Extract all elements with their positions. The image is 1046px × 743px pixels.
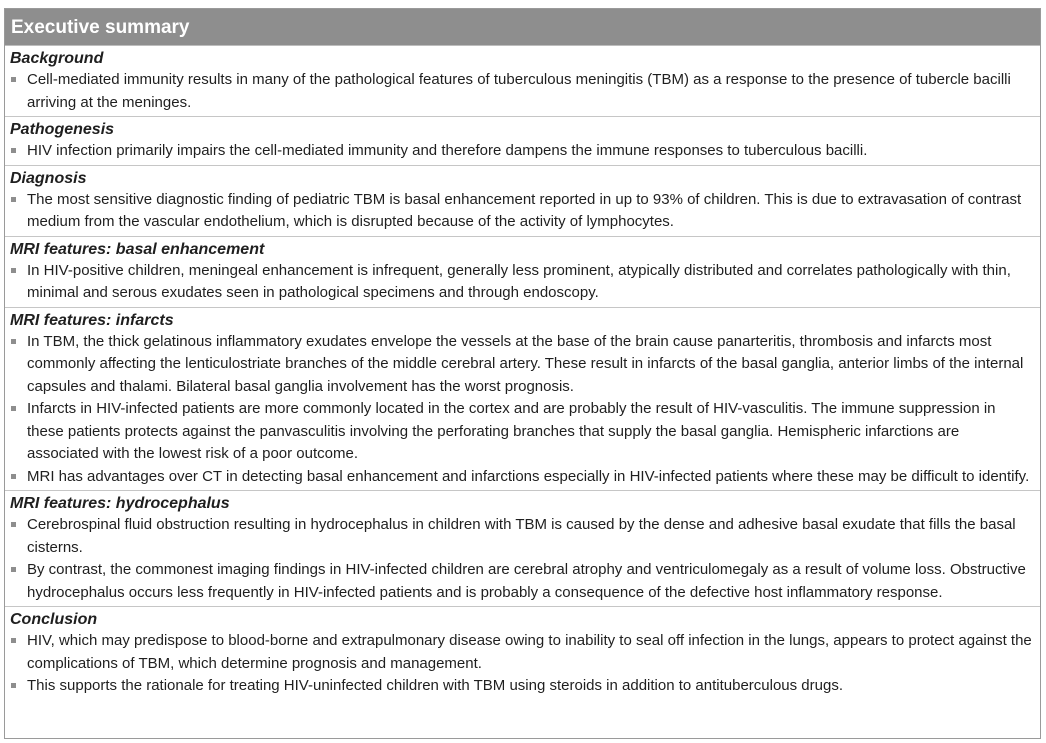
summary-title: Executive summary: [5, 9, 1040, 46]
section-heading: MRI features: infarcts: [10, 311, 174, 329]
bullet-item: This supports the rationale for treating HIV-uninfected children with TBM using steroids in addition to antituberculous drugs.: [10, 675, 1034, 698]
summary-section: [5, 46, 1040, 117]
bullet-list: [10, 514, 1034, 604]
section-heading: Diagnosis: [10, 169, 87, 187]
executive-summary-box: [4, 8, 1041, 739]
bullet-list: [10, 331, 1034, 489]
bullet-list: [10, 630, 1034, 698]
summary-section: [5, 308, 1040, 492]
summary-sections: [5, 46, 1040, 700]
bullet-item: By contrast, the commonest imaging findings in HIV-infected children are cerebral atrophy and ventriculomegaly as a result of volume loss. Obstructive hydrocephalus occurs less frequently in HIV-infected patients and is probably a consequence of the defective host inflammatory response.: [10, 559, 1034, 604]
bullet-item: Cell-mediated immunity results in many of the pathological features of tuberculous meningitis (TBM) as a response to the presence of tubercle bacilli arriving at the meninges.: [10, 69, 1034, 114]
section-heading: Background: [10, 50, 104, 67]
bullet-item: HIV, which may predispose to blood-borne and extrapulmonary disease owing to inability to seal off infection in the lungs, appears to protect against the complications of TBM, which determine prognosis and management.: [10, 630, 1034, 675]
summary-section: [5, 607, 1040, 700]
bullet-item: Infarcts in HIV-infected patients are more commonly located in the cortex and are probably the result of HIV-vasculitis. The immune suppression in these patients protects against the panvasculitis involving the perforating branches that supply the basal ganglia. Hemispheric infarctions are associated with the lowest risk of a poor outcome.: [10, 398, 1034, 466]
bullet-item: Cerebrospinal fluid obstruction resulting in hydrocephalus in children with TBM is caused by the dense and adhesive basal exudate that fills the basal cisterns.: [10, 514, 1034, 559]
summary-section: [5, 166, 1040, 237]
bullet-list: [10, 260, 1034, 305]
summary-section: [5, 491, 1040, 607]
bullet-item: MRI has advantages over CT in detecting basal enhancement and infarctions especially in HIV-infected patients where these may be difficult to identify.: [10, 466, 1034, 489]
bullet-item: In TBM, the thick gelatinous inflammatory exudates envelope the vessels at the base of the brain cause panarteritis, thrombosis and infarcts most commonly affecting the lenticulostriate branches of the middle cerebral artery. These result in infarcts of the basal ganglia, anterior limbs of the internal capsules and thalami. Bilateral basal ganglia involvement has the worst prognosis.: [10, 331, 1034, 399]
bullet-list: [10, 140, 1034, 163]
summary-section: [5, 117, 1040, 166]
section-heading: Conclusion: [10, 611, 98, 628]
section-heading: MRI features: hydrocephalus: [10, 495, 230, 512]
bullet-item: HIV infection primarily impairs the cell-mediated immunity and therefore dampens the immune responses to tuberculous bacilli.: [10, 140, 1034, 163]
bullet-item: In HIV-positive children, meningeal enhancement is infrequent, generally less prominent, atypically distributed and correlates pathologically with thin, minimal and serous exudates seen in pathological specimens and through endoscopy.: [10, 260, 1034, 305]
bullet-list: [10, 189, 1034, 234]
section-heading: MRI features: basal enhancement: [10, 240, 265, 258]
summary-section: [5, 237, 1040, 308]
section-heading: Pathogenesis: [10, 121, 115, 138]
bullet-list: [10, 69, 1034, 114]
bullet-item: The most sensitive diagnostic finding of pediatric TBM is basal enhancement reported in up to 93% of children. This is due to extravasation of contrast medium from the vascular endothelium, which is disrupted because of the activity of lymphocytes.: [10, 189, 1034, 234]
